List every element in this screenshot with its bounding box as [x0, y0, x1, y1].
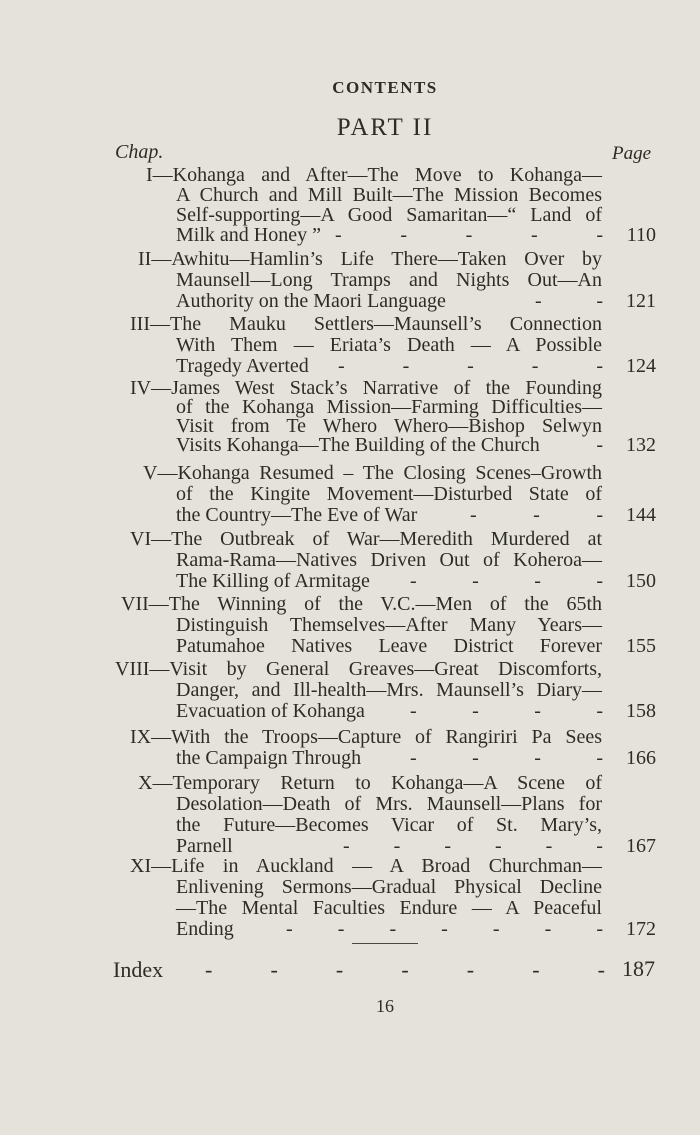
chapter-title-line: XI—Life in Auckland — A Broad Churchman—: [130, 855, 602, 877]
chapter-page-number: 166: [626, 747, 656, 769]
leader-dots: - - -: [470, 504, 603, 526]
chapter-title-continuation: Ending: [176, 918, 234, 940]
chapter-title-continuation: of the Kohanga Mission—Farming Difficulties—: [176, 396, 602, 418]
chap-column-label: Chap.: [115, 141, 164, 163]
chapter-title-continuation: the Future—Becomes Vicar of St. Mary’s,: [176, 814, 602, 836]
chapter-title-continuation: of the Kingite Movement—Disturbed State of: [176, 483, 602, 505]
chapter-page-number: 150: [626, 570, 656, 592]
leader-dots: - - - - - -: [343, 835, 603, 857]
leader-dots: -: [596, 434, 603, 456]
chapter-title-continuation: —The Mental Faculties Endure — A Peaceful: [176, 897, 602, 919]
index-label: Index: [113, 957, 164, 982]
chapter-title-continuation: Authority on the Maori Language: [176, 290, 446, 312]
chapter-title-line: III—The Mauku Settlers—Maunsell’s Connection: [130, 313, 602, 335]
leader-dots: - - - - - - -: [286, 918, 603, 940]
contents-heading: CONTENTS: [332, 78, 438, 97]
chapter-title-line: II—Awhitu—Hamlin’s Life There—Taken Over by: [138, 248, 602, 270]
chapter-title-continuation: Evacuation of Kohanga: [176, 700, 365, 722]
leader-dots: - -: [535, 290, 603, 312]
chapter-title-line: VII—The Winning of the V.C.—Men of the 65th: [121, 593, 602, 615]
chapter-title-line: VIII—Visit by General Greaves—Great Discomforts,: [115, 658, 602, 680]
chapter-title-continuation: Maunsell—Long Tramps and Nights Out—An: [176, 269, 602, 291]
chapter-title-continuation: Visit from Te Whero Whero—Bishop Selwyn: [176, 415, 602, 437]
chapter-page-number: 167: [626, 835, 656, 857]
chapter-title-line: IV—James West Stack’s Narrative of the Founding: [130, 377, 602, 399]
chapter-title-continuation: Enlivening Sermons—Gradual Physical Decline: [176, 876, 602, 898]
chapter-title-line: X—Temporary Return to Kohanga—A Scene of: [138, 772, 602, 794]
leader-dots: - - - - -: [338, 355, 603, 377]
page-folio: 16: [376, 996, 394, 1016]
chapter-title-continuation: Desolation—Death of Mrs. Maunsell—Plans for: [176, 793, 602, 815]
chapter-page-number: 172: [626, 918, 656, 940]
chapter-title-continuation: Parnell: [176, 835, 233, 857]
page-column-label: Page: [612, 143, 652, 164]
chapter-title-continuation: Tragedy Averted: [176, 355, 309, 377]
chapter-title-line: VI—The Outbreak of War—Meredith Murdered at: [130, 528, 602, 550]
chapter-page-number: 132: [626, 434, 656, 456]
chapter-page-number: 158: [626, 700, 656, 722]
chapter-title-continuation: Milk and Honey ”: [176, 224, 321, 246]
chapter-title-continuation: the Campaign Through: [176, 747, 362, 769]
chapter-title-line: V—Kohanga Resumed – The Closing Scenes–Growth: [143, 462, 602, 484]
chapter-title-continuation: Visits Kohanga—The Building of the Church: [176, 434, 540, 456]
part-heading: PART II: [336, 114, 434, 141]
chapter-title-continuation: Distinguish Themselves—After Many Years—: [176, 614, 602, 636]
chapter-title-continuation: Patumahoe Natives Leave District Forever: [176, 635, 602, 657]
chapter-page-number: 121: [626, 290, 656, 312]
chapter-title-continuation: The Killing of Armitage: [176, 570, 370, 592]
index-leader-dots: - - - - - - -: [205, 957, 605, 982]
chapter-title-continuation: Danger, and Ill-health—Mrs. Maunsell’s Diary—: [176, 679, 602, 701]
chapter-title-continuation: Self-supporting—A Good Samaritan—“ Land of: [176, 204, 602, 226]
index-page-number: 187: [622, 956, 655, 981]
chapter-title-line: IX—With the Troops—Capture of Rangiriri Pa Sees: [130, 726, 602, 748]
leader-dots: - - - -: [410, 700, 603, 722]
chapter-title-continuation: With Them — Eriata’s Death — A Possible: [176, 334, 602, 356]
chapter-page-number: 124: [626, 355, 656, 377]
chapter-page-number: 144: [626, 504, 656, 526]
chapter-title-continuation: the Country—The Eve of War: [176, 504, 418, 526]
chapter-page-number: 155: [626, 635, 656, 657]
leader-dots: - - - - -: [335, 224, 603, 246]
leader-dots: - - - -: [410, 747, 603, 769]
chapter-page-number: 110: [626, 224, 656, 246]
chapter-title-continuation: A Church and Mill Built—The Mission Becomes: [176, 184, 602, 206]
chapter-title-continuation: Rama-Rama—Natives Driven Out of Koheroa—: [176, 549, 602, 571]
chapter-title-line: I—Kohanga and After—The Move to Kohanga—: [146, 164, 602, 186]
divider-rule: [352, 943, 418, 944]
leader-dots: - - - -: [410, 570, 603, 592]
index-entry[interactable]: [113, 957, 163, 983]
